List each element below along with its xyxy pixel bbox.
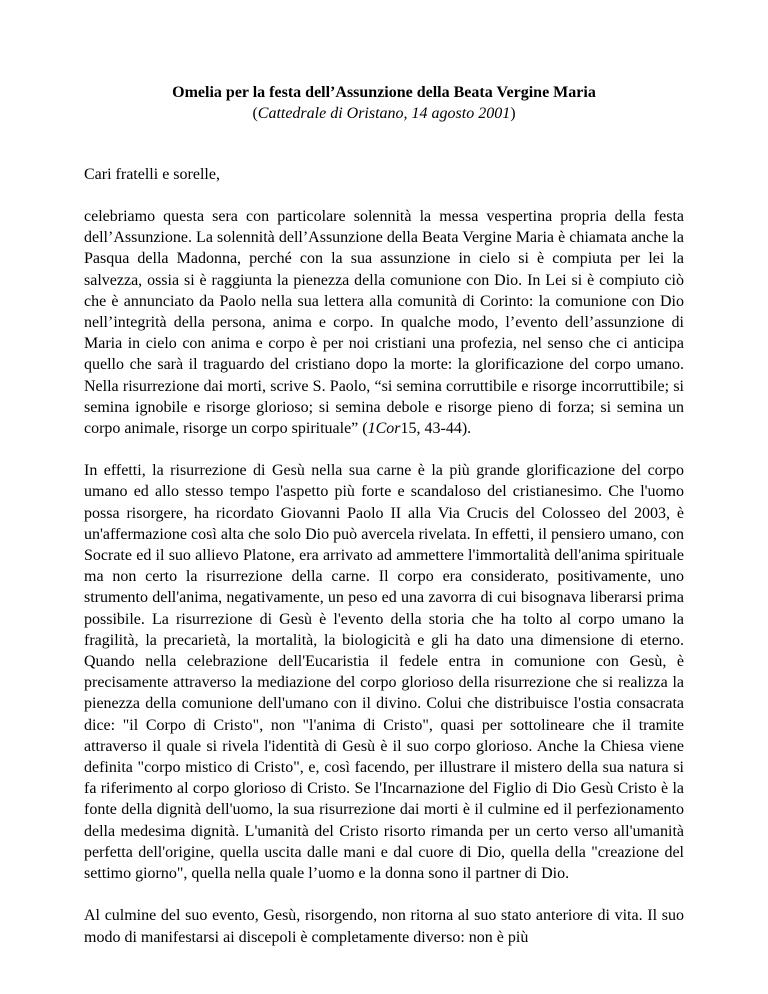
homily-title: Omelia per la festa dell’Assunzione della Beata Vergine Maria <box>172 84 596 101</box>
document-page <box>84 82 684 948</box>
subtitle-close-paren: ) <box>510 105 516 122</box>
scripture-reference: 1Cor <box>367 420 401 438</box>
paragraph-3: Al culmine del suo evento, Gesù, risorgendo, non ritorna al suo stato anteriore di vita. Il suo modo di manifestarsi ai discepoli è completamente diverso: non è più <box>84 907 684 946</box>
salutation: Cari fratelli e sorelle, <box>84 166 220 183</box>
scripture-reference-verses: 15, 43-44). <box>400 420 472 438</box>
homily-subtitle <box>84 103 684 124</box>
paragraph-2: In effetti, la risurrezione di Gesù nella sua carne è la più grande glorificazione del corpo umano ed allo stesso tempo l'aspetto più forte e scandaloso del cristianesimo. Che l'uomo possa risorgere, ha ricordato Giovanni Paolo II alla Via Crucis del Colosseo del 2003, è un'affermazione così alta che solo Dio può avercela rivelata. In effetti, il pensiero umano, con Socrate ed il suo allievo Platone, era arrivato ad ammettere l'immortalità dell'anima spirituale ma non certo la risurrezione della carne. Il corpo era considerato, positivamente, uno strumento dell'anima, negativamente, un peso ed una zavorra di cui bisognava liberarsi prima possibile. La risurrezione di Gesù è l'evento della storia che ha tolto al corpo umano la fragilità, la precarietà, la mortalità, la biologicità e gli ha dato una dimensione di eterno. Quando nella celebrazione dell'Eucaristia il fedele entra in comunione con Gesù, è precisamente attraverso la mediazione del corpo glorioso della risurrezione che si realizza la pienezza della comunione dell'umano con il divino. Colui che distribuisce l'ostia consacrata dice: "il Corpo di Cristo", non "l'anima di Cristo", quasi per sottolineare che il tramite attraverso il quale si rivela l'identità di Gesù è il suo corpo glorioso. Anche la Chiesa viene definita "corpo mistico di Cristo", e, così facendo, per illustrare il mistero della sua natura si fa riferimento al corpo glorioso di Cristo. Se l'Incarnazione del Figlio di Dio Gesù Cristo è la fonte della dignità dell'uomo, la sua risurrezione dai morti è il culmine ed il perfezionamento della medesima dignità. L'umanità del Cristo risorto rimanda per un certo verso all'umanità perfetta dell'origine, quella uscita dalle mani e dal cuore di Dio, quella della "creazione del settimo giorno", quella nella quale l’uomo e la donna sono il partner di Dio. <box>84 462 684 883</box>
paragraph-1-text: celebriamo questa sera con particolare solennità la messa vespertina propria della festa dell’Assunzione. La solennità dell’Assunzione della Beata Vergine Maria è chiamata anche la Pasqua della Madonna, perché con la sua assunzione in cielo si è compiuta per lei la salvezza, ossia si è raggiunta la pienezza della comunione con Dio. In Lei si è compiuto ciò che è annunciato da Paolo nella sua lettera alla comunità di Corinto: la comunione con Dio nell’integrità della persona, anima e corpo. In qualche modo, l’evento dell’assunzione di Maria in cielo con anima e corpo è per noi cristiani una profezia, nel senso che ci anticipa quello che sarà il traguardo del cristiano dopo la morte: la glorificazione del corpo umano. Nella risurrezione dai morti, scrive S. Paolo, “si semina corruttibile e risorge incorruttibile; si semina ignobile e risorge glorioso; si semina debole e risorge pieno di forza; si semina un corpo animale, risorge un corpo spirituale” ( <box>84 208 684 438</box>
subtitle-location-date: Cattedrale di Oristano, 14 agosto 2001 <box>257 105 511 122</box>
subtitle-open-paren: ( <box>252 105 258 122</box>
paragraph-1 <box>84 206 684 439</box>
